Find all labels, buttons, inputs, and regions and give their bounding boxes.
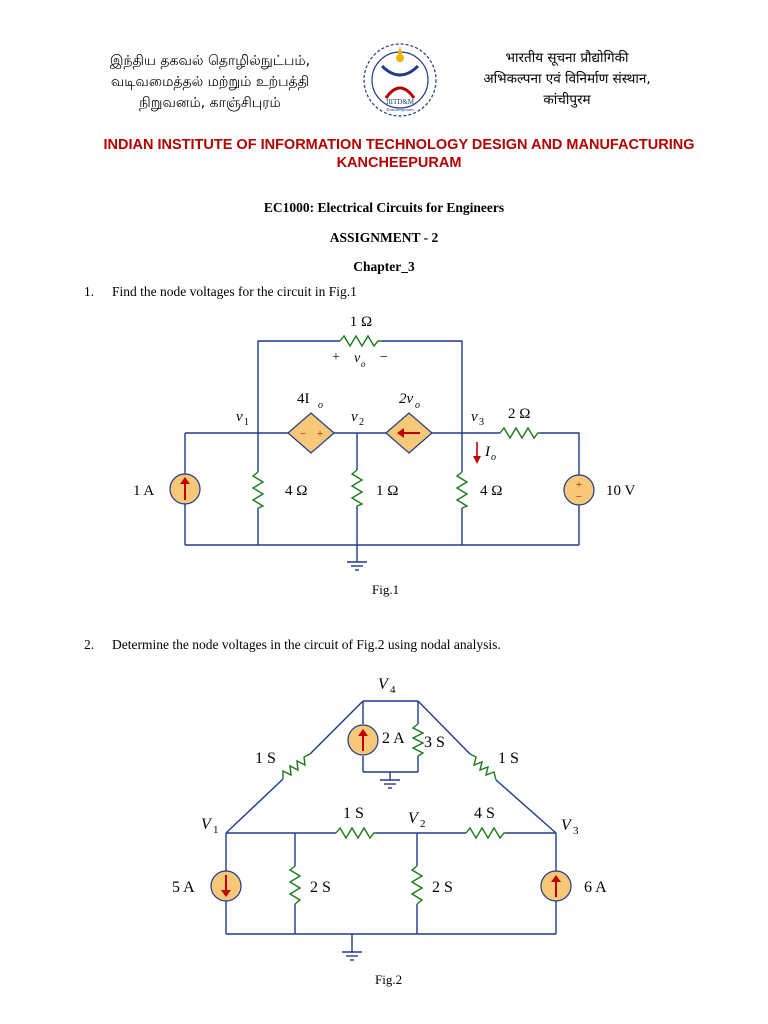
hindi-line: भारतीय सूचना प्रौद्योगिकी (505, 50, 629, 66)
label-io-sub: o (491, 452, 496, 463)
label-1s-mid: 1 S (343, 805, 364, 822)
label-v3-sub: 3 (479, 417, 484, 428)
label-2s-right: 2 S (432, 879, 453, 896)
label-2s-left: 2 S (310, 879, 331, 896)
label-v3: v (471, 409, 478, 425)
label-vo-sub: o (361, 359, 366, 369)
label-V3: V (561, 817, 571, 834)
label-vo-minus: − (380, 350, 388, 365)
label-V2-sub: 2 (420, 818, 426, 830)
label-6a: 6 A (584, 879, 607, 896)
label-V1-sub: 1 (213, 824, 219, 836)
label-V4-sub: 4 (390, 684, 396, 696)
label-4ohm-left: 4 Ω (285, 483, 308, 499)
label-io: I (485, 444, 490, 460)
vs-minus: − (575, 491, 583, 503)
label-4ohm-right: 4 Ω (480, 483, 503, 499)
conductance-2s-right (412, 866, 422, 904)
label-3s: 3 S (424, 734, 445, 751)
current-source-1a (170, 474, 200, 504)
label-1a: 1 A (133, 483, 155, 499)
fig2-circuit (0, 660, 768, 970)
tamil-line: நிறுவனம், காஞ்சிபுரம் (139, 95, 281, 111)
label-v2: v (351, 409, 358, 425)
logo-subtext: Kancheepuram (386, 107, 414, 112)
label-vo: v (354, 351, 361, 366)
conductance-2s-left (290, 866, 300, 904)
label-2a: 2 A (382, 730, 405, 747)
io-arrow (473, 442, 481, 464)
conductance-1s-left (283, 754, 310, 779)
label-1s-right: 1 S (498, 750, 519, 767)
label-V1: V (201, 816, 211, 833)
institute-name-line2: KANCHEEPURAM (336, 155, 462, 171)
resistor-1ohm-mid (352, 470, 362, 506)
dependent-source-4io (288, 413, 334, 453)
label-V2: V (408, 810, 418, 827)
question-number: 1. (84, 284, 95, 299)
hindi-line: कांचीपुरम (543, 92, 591, 108)
voltage-source-10v (564, 475, 594, 505)
label-v2-sub: 2 (359, 417, 364, 428)
label-4io: 4I (297, 391, 310, 407)
label-10v: 10 V (606, 483, 636, 499)
conductance-1s-mid (336, 828, 376, 838)
fig2-resistors (283, 724, 506, 904)
conductance-1s-right (470, 754, 496, 780)
current-source-2a (348, 725, 378, 755)
fig1-circuit (0, 300, 768, 580)
label-1s-left: 1 S (255, 750, 276, 767)
tamil-line: இந்திய தகவல் தொழில்நுட்பம், (109, 53, 311, 69)
conductance-4s-mid (466, 828, 506, 838)
label-5a: 5 A (172, 879, 195, 896)
chapter-title: Chapter_3 (353, 259, 415, 274)
label-1ohm-mid: 1 Ω (376, 483, 399, 499)
current-source-5a (211, 871, 241, 901)
resistor-1ohm-top (340, 336, 382, 346)
label-4io-sub: o (318, 400, 323, 411)
label-vo-plus: + (332, 350, 340, 365)
label-4s: 4 S (474, 805, 495, 822)
logo-text: IIITD&M (386, 98, 414, 106)
conductance-3s-top (413, 724, 423, 756)
hindi-line: अभिकल्पना एवं विनिर्माण संस्थान, (483, 71, 651, 87)
fig1-caption: Fig.1 (372, 582, 400, 597)
label-2ohm: 2 Ω (508, 406, 531, 422)
assignment-title: ASSIGNMENT - 2 (329, 230, 439, 245)
label-V4: V (378, 676, 388, 693)
label-V3-sub: 3 (573, 825, 579, 837)
label-1ohm-top: 1 Ω (349, 314, 373, 330)
fig1-wires (185, 341, 579, 570)
institute-name-line1: INDIAN INSTITUTE OF INFORMATION TECHNOLOGY DESIGN AND MANUFACTURING (103, 137, 695, 153)
resistor-4ohm-left (253, 472, 263, 508)
hindi-name-block (462, 48, 672, 111)
question-text: Determine the node voltages in the circuit of Fig.2 using nodal analysis. (112, 637, 501, 652)
dep1-minus: − (299, 428, 307, 440)
institute-logo (350, 36, 450, 124)
course-title: EC1000: Electrical Circuits for Engineers (263, 200, 505, 215)
tamil-line: வடிவமைத்தல் மற்றும் உற்பத்தி (110, 74, 310, 90)
dep1-plus: + (316, 428, 324, 440)
resistor-4ohm-right (457, 472, 467, 508)
label-v1-sub: 1 (244, 417, 249, 428)
tamil-name-block (76, 51, 344, 114)
vs-plus: + (575, 479, 583, 491)
question-text: Find the node voltages for the circuit in Fig.1 (112, 284, 357, 299)
label-2vo: 2v (399, 391, 414, 407)
label-2vo-sub: o (415, 400, 420, 411)
question-number: 2. (84, 637, 95, 652)
dependent-source-2vo (386, 413, 432, 453)
label-v1: v (236, 409, 243, 425)
current-source-6a (541, 871, 571, 901)
resistor-2ohm (500, 428, 540, 438)
fig2-caption: Fig.2 (375, 972, 403, 987)
